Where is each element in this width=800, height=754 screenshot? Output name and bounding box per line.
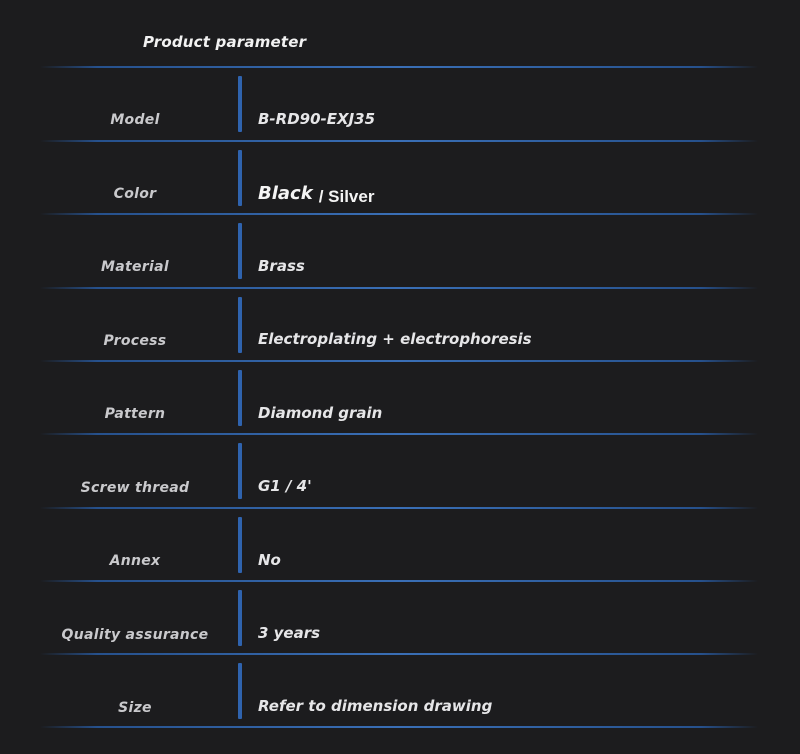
row-separator-bar [238,150,242,206]
divider [40,580,758,582]
row-label-model: Model [110,112,160,128]
row-label-color: Color [113,186,157,202]
color-value-silver: / Silver [318,187,375,206]
row-value-pattern: Diamond grain [258,404,383,422]
row-separator-bar [238,297,242,353]
row-separator-bar [238,223,242,279]
divider [40,140,758,142]
row-separator-bar [238,590,242,646]
divider [40,726,758,728]
row-value-screw-thread: G1 / 4' [258,477,312,495]
row-label-process: Process [103,333,167,349]
row-separator-bar [238,663,242,719]
divider [40,360,758,362]
row-value-size: Refer to dimension drawing [258,697,493,715]
row-label-material: Material [101,259,169,275]
row-label-quality-assurance: Quality assurance [61,627,209,643]
divider [40,507,758,509]
row-separator-bar [238,370,242,426]
row-separator-bar [238,443,242,499]
row-label-screw-thread: Screw thread [80,480,190,496]
row-separator-bar [238,76,242,132]
row-value-material: Brass [258,257,305,275]
row-label-pattern: Pattern [104,406,166,422]
row-separator-bar [238,517,242,573]
page-title: Product parameter [143,33,307,51]
row-value-color [258,183,374,204]
row-value-quality-assurance: 3 years [258,624,321,642]
divider [40,653,758,655]
row-label-size: Size [118,700,152,716]
color-value-black: Black [258,183,313,204]
divider [40,66,758,68]
divider [40,287,758,289]
divider [40,433,758,435]
row-value-annex: No [258,551,281,569]
divider [40,213,758,215]
row-value-model: B-RD90-EXJ35 [258,110,376,128]
row-value-process: Electroplating + electrophoresis [258,330,532,348]
row-label-annex: Annex [109,553,161,569]
